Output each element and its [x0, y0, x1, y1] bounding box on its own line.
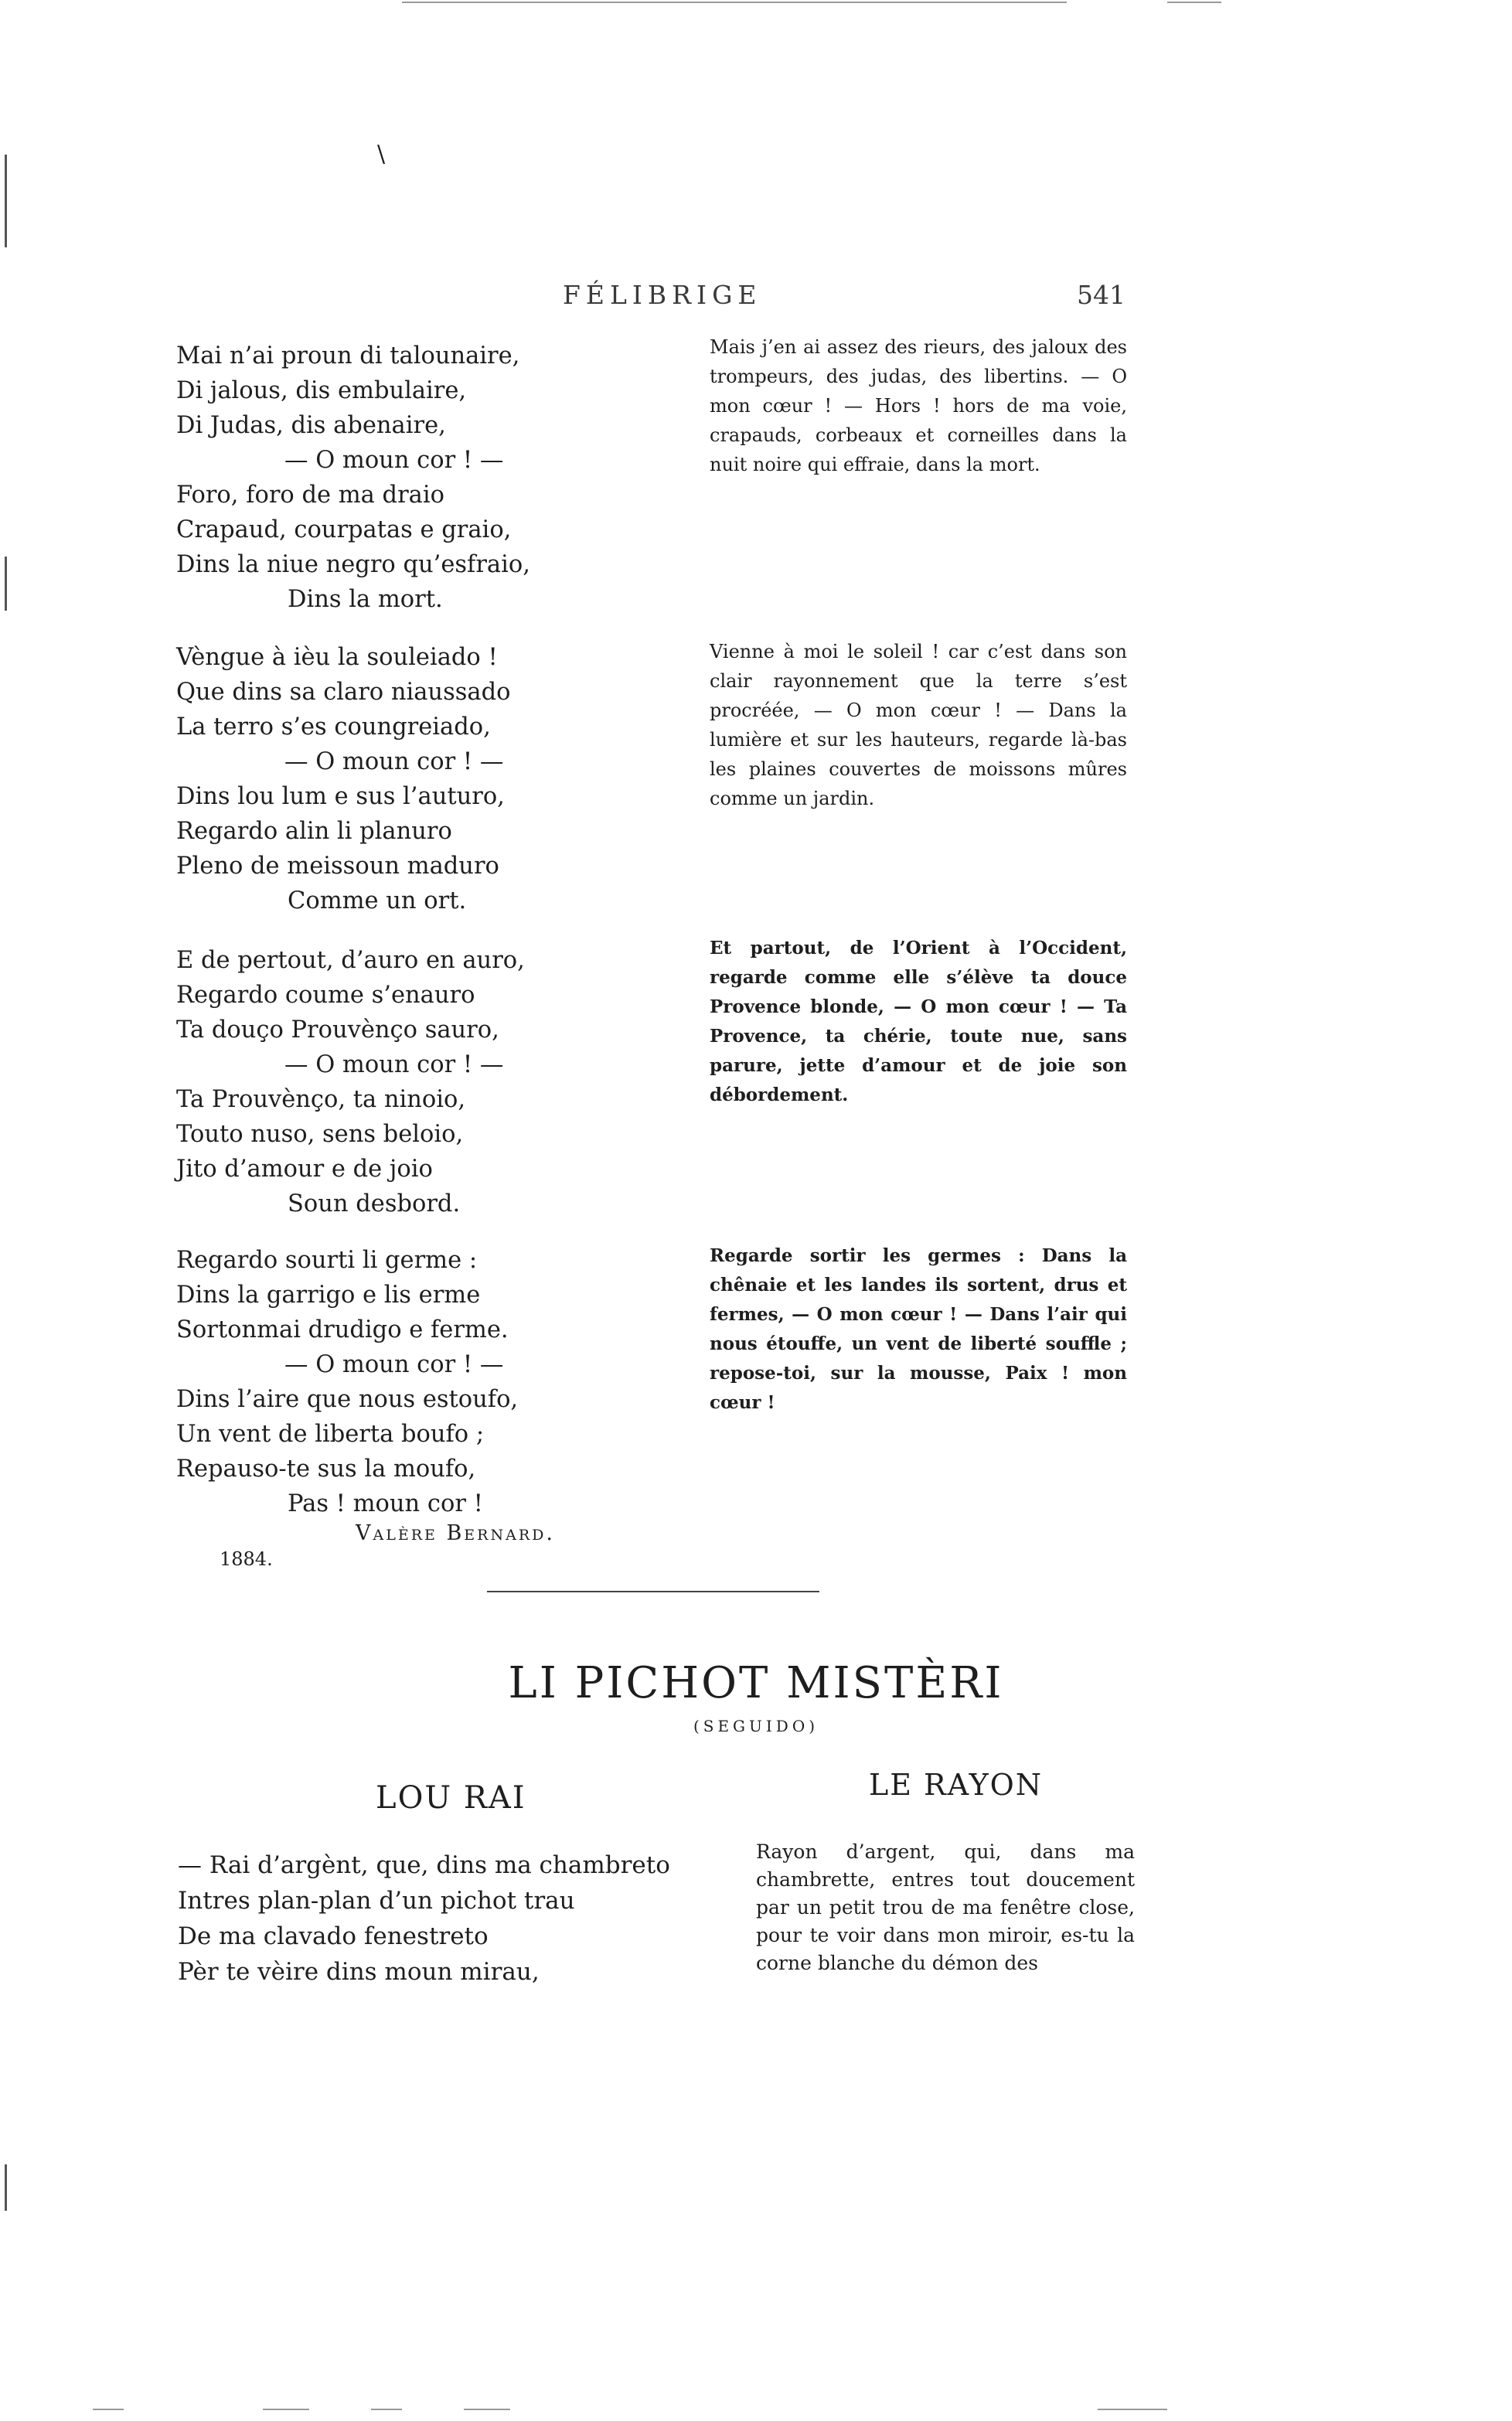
verse-line: Pleno de meissoun maduro — [176, 853, 499, 880]
section-title: LI PICHOT MISTÈRI — [508, 1658, 1004, 1708]
scan-edge-line — [1098, 2409, 1167, 2410]
scan-edge-line — [464, 2409, 510, 2410]
verse-line: Pas ! moun cor ! — [288, 1490, 483, 1517]
poem-year: 1884. — [220, 1548, 273, 1570]
verse-line: Regardo coume s’enauro — [176, 982, 475, 1009]
verse-line: Touto nuso, sens beloio, — [176, 1121, 464, 1148]
verse-line: Ta douço Prouvènço sauro, — [176, 1016, 499, 1044]
poem-stanza — [176, 943, 733, 1221]
verse-refrain: — O moun cor ! — — [284, 748, 504, 775]
verse-line: Dins la garrigo e lis erme — [176, 1282, 481, 1309]
stray-mark: \ — [377, 141, 386, 168]
verse-line: Regardo sourti li germe : — [176, 1247, 478, 1274]
poem-stanza — [176, 339, 733, 617]
verse-line: Sortonmai drudigo e ferme. — [176, 1316, 509, 1343]
verse-line: Soun desbord. — [288, 1190, 461, 1217]
verse-line: Que dins sa claro niaussado — [176, 679, 511, 706]
verse-heading: LOU RAI — [376, 1780, 526, 1816]
verse-line: Foro, foro de ma draio — [176, 482, 444, 509]
verse-line: Di Judas, dis abenaire, — [176, 412, 446, 439]
verse-line: Dins la mort. — [288, 586, 443, 613]
verse-line: Jito d’amour e de joio — [176, 1156, 433, 1183]
scan-margin-mark — [5, 2164, 7, 2211]
verse-line: Crapaud, courpatas e graio, — [176, 516, 512, 543]
scan-margin-mark — [5, 557, 7, 611]
verse-line: E de pertout, d’auro en auro, — [176, 947, 525, 974]
verse-line: Dins l’aire que nous estoufo, — [176, 1386, 519, 1413]
translation-paragraph: Et partout, de l’Orient à l’Occident, regarde comme elle s’élève ta douce Provence blonde, — O mon cœur ! — Ta Provence, ta chérie, toute nue, sans parure, jette d’amour et de joie son débordement. — [710, 938, 1127, 1105]
verse-line: Di jalous, dis embulaire, — [176, 377, 467, 404]
scan-edge-line — [371, 2409, 402, 2410]
translation-heading: LE RAYON — [869, 1768, 1044, 1802]
author-signature: Valère Bernard. — [356, 1521, 555, 1545]
verse-line: Dins lou lum e sus l’auturo, — [176, 783, 505, 810]
verse-line: De ma clavado fenestreto — [178, 1922, 489, 1950]
verse-line: Repauso-te sus la moufo, — [176, 1456, 476, 1483]
verse-refrain: — O moun cor ! — — [284, 1051, 504, 1078]
verse-line: Mai n’ai proun di talounaire, — [176, 342, 520, 369]
poem-stanza — [176, 640, 733, 918]
verse-line: Comme un ort. — [288, 887, 467, 914]
verse-refrain: — O moun cor ! — — [284, 1351, 504, 1378]
verse-line: Intres plan-plan d’un pichot trau — [178, 1887, 575, 1915]
verse-line: Un vent de liberta boufo ; — [176, 1421, 485, 1448]
verse-line: Pèr te vèire dins moun mirau, — [178, 1958, 540, 1986]
page-number: 541 — [1077, 280, 1125, 310]
translation-paragraph: Mais j’en ai assez des rieurs, des jaloux des trompeurs, des judas, des libertins. — O mon cœur ! — Hors ! hors de ma voie, crapauds, corbeaux et corneilles dans la nuit noire qui effraie, dans la mort. — [710, 336, 1127, 475]
scan-edge-line — [402, 2, 1067, 3]
scan-edge-line — [263, 2409, 309, 2410]
verse-line: Regardo alin li planuro — [176, 818, 452, 845]
verse-line: Ta Prouvènço, ta ninoio, — [176, 1086, 466, 1113]
section-translation: Rayon d’argent, qui, dans ma chambrette, entres tout doucement par un petit trou de ma fenêtre close, pour te voir dans mon miroir, es-tu la corne blanche du démon des — [756, 1840, 1135, 1974]
verse-refrain: — O moun cor ! — — [284, 447, 504, 474]
translation-paragraph: Vienne à moi le soleil ! car c’est dans son clair rayonnement que la terre s’est procréée, — O mon cœur ! — Dans la lumière et sur les hauteurs, regarde là-bas les plaines couvertes de moissons mûres comme un jardin. — [710, 641, 1127, 809]
verse-line: Vèngue à ièu la souleiado ! — [176, 644, 498, 671]
section-divider — [487, 1591, 819, 1592]
verse-line: La terro s’es coungreiado, — [176, 713, 491, 741]
running-title: FÉLIBRIGE — [563, 280, 762, 310]
translation-paragraph: Regarde sortir les germes : Dans la chênaie et les landes ils sortent, drus et fermes, — O mon cœur ! — Dans l’air qui nous étouffe, un vent de liberté souffle ; repose-toi, sur la mousse, Paix ! mon cœur ! — [710, 1245, 1127, 1413]
verse-line: — Rai d’argènt, que, dins ma chambreto — [178, 1851, 670, 1879]
scan-edge-line — [1167, 2, 1221, 3]
scan-edge-line — [93, 2409, 124, 2410]
verse-line: Dins la niue negro qu’esfraio, — [176, 551, 530, 578]
scan-margin-mark — [5, 155, 7, 247]
poem-stanza — [176, 1243, 733, 1521]
section-verse — [178, 1847, 734, 1990]
section-subtitle: (SEGUIDO) — [693, 1717, 819, 1735]
